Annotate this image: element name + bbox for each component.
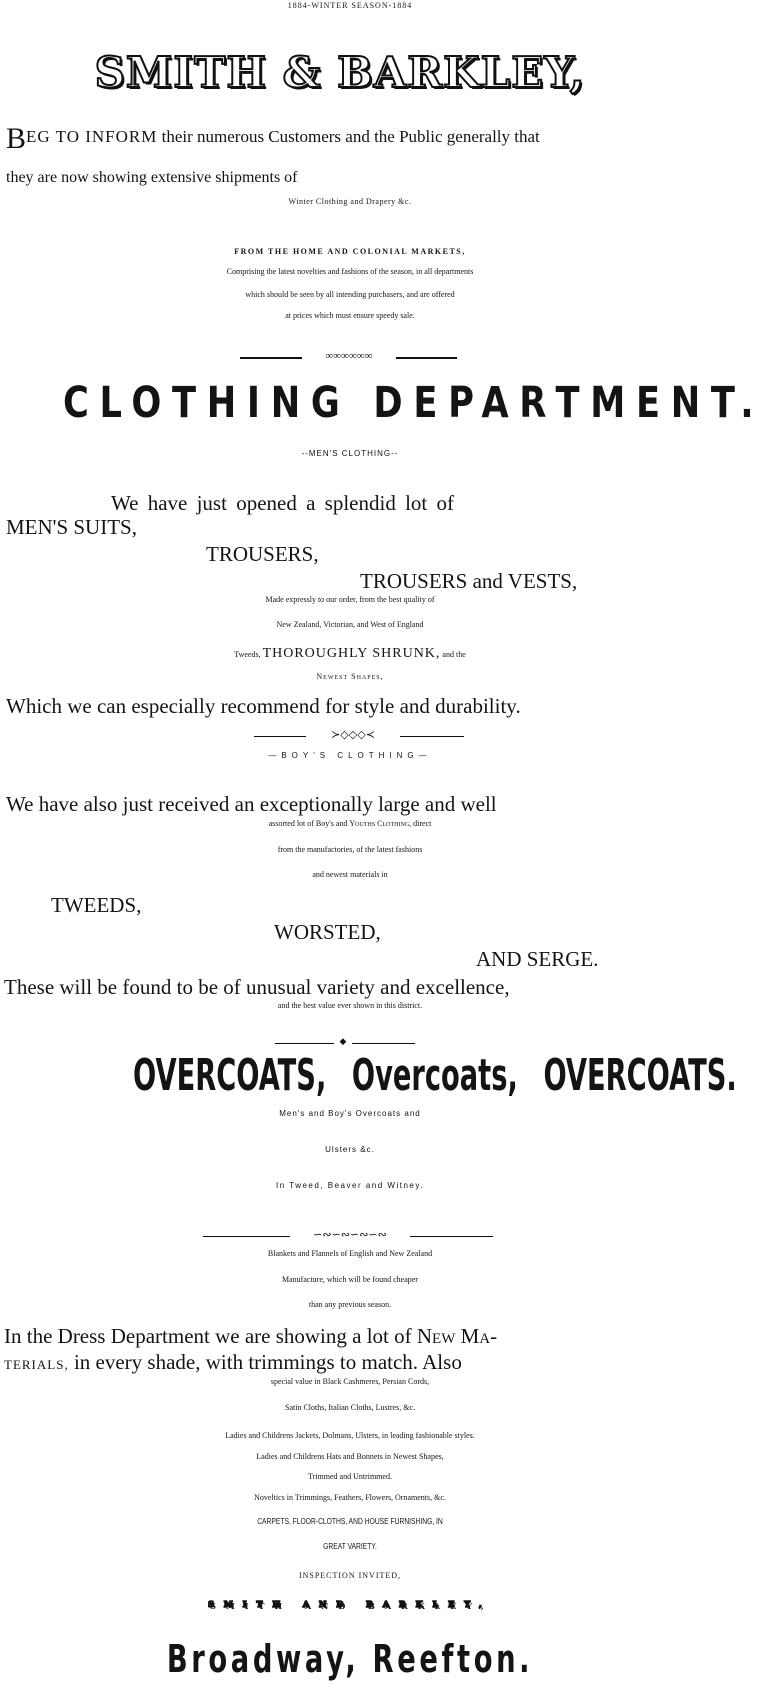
- ladies-line-1: Ladies and Childrens Jackets, Dolmans, Ulsters, in leading fashionable styles.: [225, 1431, 475, 1440]
- overcoats-heading: [133, 1050, 737, 1101]
- intro-line-2: they are now showing extensive shipments of: [6, 169, 298, 186]
- intro-body-2: which should be seen by all intending purchasers, and are offered: [245, 290, 455, 299]
- dress-b: in every shade, with trimmings to match. Also: [68, 1350, 462, 1374]
- ornament-wave: ∽∾∽∾∽∾∽∾: [290, 1230, 410, 1241]
- firm-name-footer: SMITH AND BARKLEY,: [208, 1599, 492, 1609]
- trousers: TROUSERS,: [206, 542, 319, 566]
- assorted-b: direct: [413, 819, 432, 828]
- overcoats-line-3: In Tweed, Beaver and Witney.: [276, 1181, 424, 1190]
- mens-line-5: Made expressly to our order, from the best quality of: [265, 595, 435, 604]
- drop-initial: B: [6, 122, 27, 155]
- boys-line-8: These will be found to be of unusual variety and excellence,: [4, 975, 510, 999]
- season-title: 1884-WINTER SEASON-1884: [287, 1, 413, 10]
- carpets-line-1: CARPETS, FLOOR-CLOTHS, AND HOUSE FURNISHING, IN: [257, 1517, 443, 1526]
- tweeds: TWEEDS,: [51, 893, 142, 917]
- intro-rest: their numerous Customers and the Public generally that: [157, 127, 540, 146]
- novelties-line: Noveltics in Trimmings, Feathers, Flowers, Ornaments, &c.: [254, 1493, 446, 1502]
- ornament-chain: ∞∞∞∞∞∞: [302, 351, 396, 362]
- intro-line-1: [6, 118, 696, 155]
- headline-winter-clothing: Winter Clothing and Drapery &c.: [288, 197, 412, 206]
- intro-body-1: Comprising the latest novelties and fashions of the season, in all departments: [226, 267, 474, 276]
- mens-clothing-heading: --MEN'S CLOTHING--: [301, 449, 399, 458]
- ladies-line-2: Ladies and Childrens Hats and Bonnets in Newest Shapes,: [256, 1452, 444, 1461]
- boys-line-9: and the best value ever shown in this district.: [277, 1001, 423, 1010]
- tweeds-line: [0, 647, 700, 661]
- blankets-line-3: than any previous season.: [308, 1300, 392, 1309]
- boys-line-1: We have also just received an exceptionally large and well: [6, 792, 497, 816]
- address: Broadway, Reefton.: [166, 1637, 534, 1681]
- boys-clothing-heading: —BOY'S CLOTHING—: [268, 751, 432, 760]
- and-serge: AND SERGE.: [476, 947, 599, 971]
- firm-name-title: SMITH & BARKLEY,: [94, 48, 586, 97]
- assorted-smallcaps: Youths Clothing,: [349, 819, 412, 828]
- inspection-invited: INSPECTION INVITED,: [298, 1571, 402, 1580]
- ornament-diamonds: ≻◇◇◇≺: [306, 730, 400, 741]
- mens-line-1: We have just opened a splendid lot of: [111, 491, 454, 515]
- newest-shapes: Newest Shapes,: [316, 672, 384, 681]
- overcoats-c: OVERCOATS.: [543, 1050, 737, 1101]
- boys-line-3: from the manufactories, of the latest fashions: [277, 845, 423, 854]
- dress-line-3: special value in Black Cashmeres, Persian Cords,: [270, 1377, 430, 1386]
- recommend-line: Which we can especially recommend for style and durability.: [6, 694, 521, 718]
- markets-line: FROM THE HOME AND COLONIAL MARKETS,: [234, 247, 466, 256]
- dress-line-4: Satin Cloths, Italian Cloths, Lustres, &c.: [285, 1403, 415, 1412]
- blankets-line-2: Manufacture, which will be found cheaper: [282, 1275, 418, 1284]
- ladies-line-3: Trimmed and Untrimmed.: [308, 1472, 392, 1481]
- intro-caps: EG TO INFORM: [26, 127, 158, 146]
- dress-a: In the Dress Department we are showing a lot of: [4, 1324, 412, 1348]
- mens-line-6: New Zealand, Victorian, and West of England: [276, 620, 424, 629]
- dress-line-1: [4, 1326, 694, 1347]
- carpets-line-2: GREAT VARIETY.: [323, 1542, 377, 1551]
- overcoats-line-1: Men's and Boy's Overcoats and: [279, 1109, 421, 1118]
- tweeds-a: Tweeds,: [234, 650, 261, 659]
- ornament-diamond: ◆: [334, 1037, 352, 1046]
- mens-suits: MEN'S SUITS,: [6, 515, 137, 539]
- overcoats-line-2: Ulsters &c.: [325, 1145, 375, 1154]
- trousers-and-vests: TROUSERS and VESTS,: [360, 569, 578, 593]
- intro-body-3: at prices which must ensure speedy sale.: [285, 311, 415, 320]
- dress-line-2: [4, 1352, 462, 1373]
- assorted-line: [0, 820, 700, 828]
- tweeds-smallcaps: THOROUGHLY SHRUNK,: [262, 646, 441, 661]
- dress-smallcaps-a: New Ma-: [416, 1324, 498, 1348]
- clothing-department-heading: CLOTHING DEPARTMENT.: [63, 378, 764, 428]
- worsted: WORSTED,: [274, 920, 381, 944]
- assorted-a: assorted lot of Boy's and: [268, 819, 348, 828]
- blankets-line-1: Blankets and Flannels of English and New Zealand: [267, 1249, 433, 1258]
- tweeds-b: and the: [442, 650, 466, 659]
- boys-line-4: and newest materials in: [312, 870, 388, 879]
- overcoats-b: Overcoats,: [351, 1050, 518, 1101]
- overcoats-a: OVERCOATS,: [133, 1050, 327, 1101]
- dress-smallcaps-b: TERIALS,: [4, 1357, 69, 1372]
